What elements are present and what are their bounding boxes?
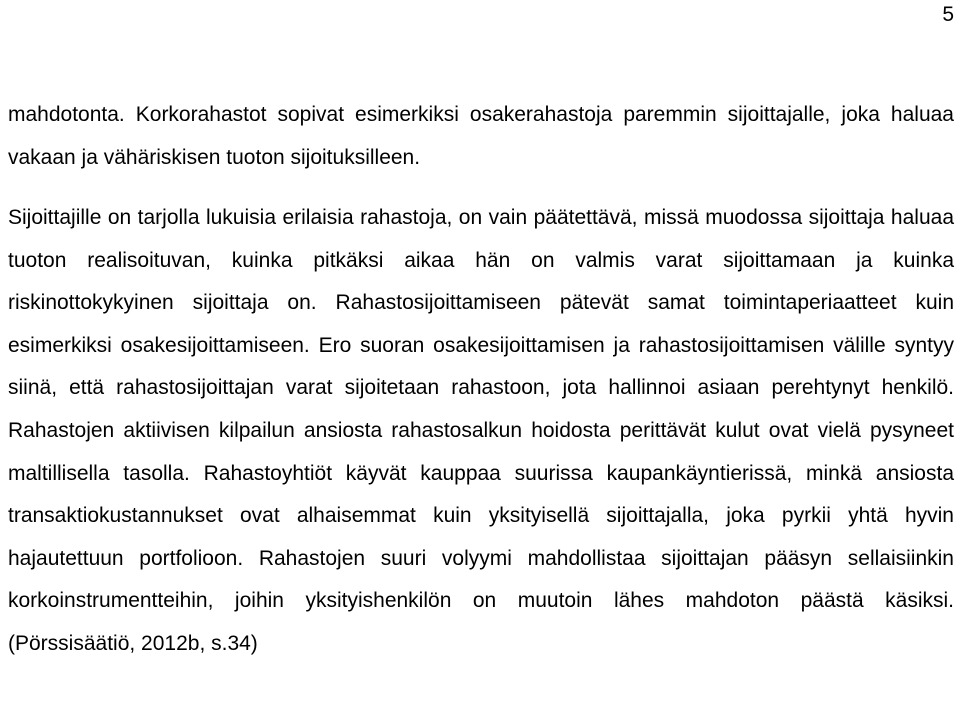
paragraph-1: mahdotonta. Korkorahastot sopivat esimerkiksi osakerahastoja paremmin sijoittajalle, joka haluaa vakaan ja vähäriskisen tuoton sijoituksilleen. [8, 103, 954, 169]
paragraph-2: Sijoittajille on tarjolla lukuisia erilaisia rahastoja, on vain päätettävä, missä muodossa sijoittaja haluaa tuoton realisoituvan, kuinka pitkäksi aikaa hän on valmis varat sijoittamaan ja kuinka riskinottokykyinen sijoittaja on. Rahastosijoittamiseen pätevät samat toimintaperiaatteet kuin esimerkiksi osakesijoittamiseen. Ero suoran osakesijoittamisen ja rahastosijoittamisen välille syntyy siinä, että rahastosijoittajan varat sijoitetaan rahastoon, jota hallinnoi asiaan perehtynyt henkilö. Rahastojen aktiivisen kilpailun ansiosta rahastosalkun hoidosta perittävät kulut ovat vielä pysyneet maltillisella tasolla. Rahastoyhtiöt käyvät kauppaa suurissa kaupankäyntierissä, minkä ansiosta transaktiokustannukset ovat alhaisemmat kuin yksityisellä sijoittajalla, joka pyrkii yhtä hyvin hajautettuun portfolioon. Rahastojen suuri volyymi mahdollistaa sijoittajan pääsyn sellaisiinkin korkoinstrumentteihin, joihin yksityishenkilön on muutoin lähes mahdoton päästä käsiksi. (Pörssisäätiö, 2012b, s.34) [8, 206, 954, 655]
page-number: 5 [942, 3, 954, 26]
